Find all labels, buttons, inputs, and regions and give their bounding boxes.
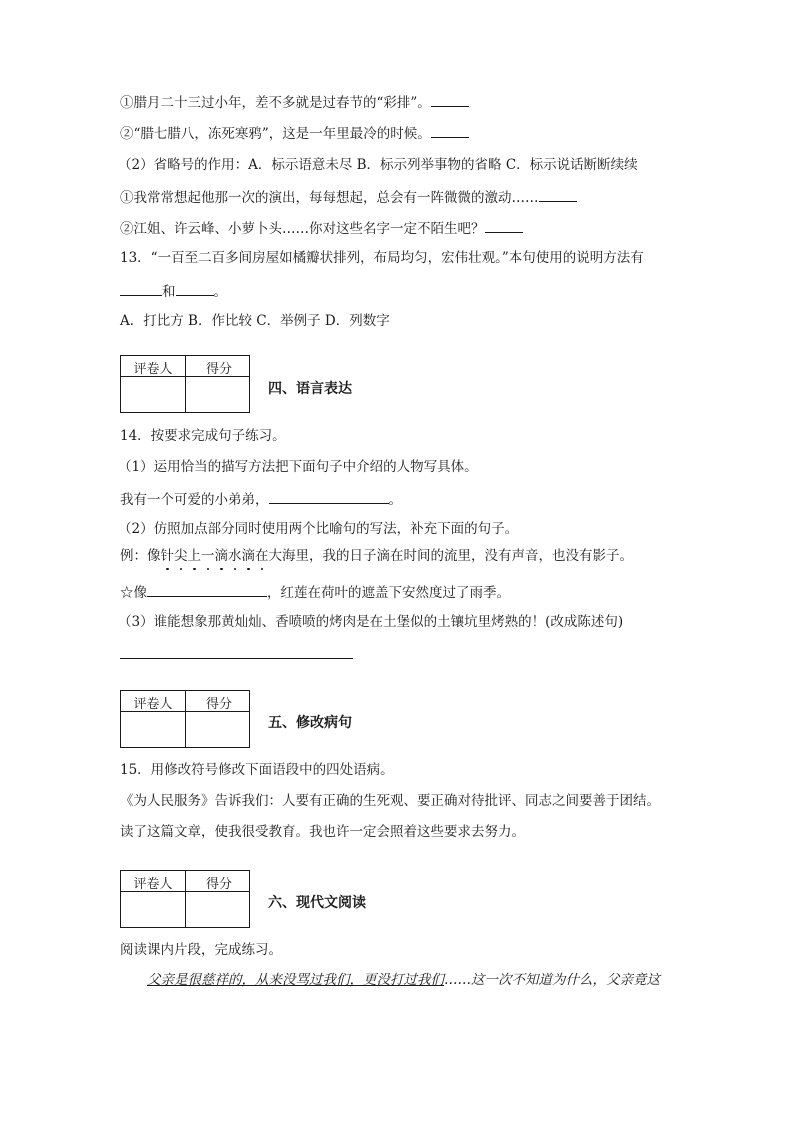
q13-end-text: 。: [213, 284, 227, 300]
q12-item-1-blank[interactable]: [431, 92, 469, 107]
example-dotted-text: 针尖上一滴水滴在: [160, 548, 269, 564]
star-post: ，红莲在荷叶的遮盖下安然度过了雨季。: [267, 585, 510, 601]
q13-text: 13．“一百至二百多间房屋如橘瓣状排列，布局均匀，宏伟壮观。”本句使用的说明方法有: [120, 250, 644, 266]
q13-and-text: 和: [162, 284, 176, 300]
q14-part1: （1）运用恰当的描写方法把下面句子中介绍的人物写具体。: [118, 459, 478, 475]
score-table-5: [120, 690, 250, 748]
score-label: 得分: [205, 697, 232, 712]
q14-part2: （2）仿照加点部分同时使用两个比喻句的写法，补充下面的句子。: [118, 521, 519, 537]
q13-blank-2[interactable]: [176, 281, 214, 296]
passage-rest: ……这一次不知道为什么，父亲竟这: [444, 972, 660, 988]
q12-item-3-text: ①我常常想起他那一次的演出，每每想起，总会有一阵微微的激动……: [120, 190, 539, 206]
reviewer-label: 评卷人: [133, 877, 173, 892]
example-post: 大海里，我的日子滴在时间的流里，没有声音，也没有影子。: [268, 548, 633, 564]
q15-title: 15．用修改符号修改下面语段中的四处语病。: [120, 762, 394, 778]
example-dotted-phrase: [161, 547, 269, 565]
q12-item-4: [120, 218, 523, 238]
score-table-6: [120, 870, 250, 928]
section-5-title: 五、修改病句: [268, 715, 352, 731]
section-4-title: 四、语言表达: [268, 381, 352, 397]
q12-item-1: [120, 92, 469, 112]
q14-part3: （3）谁能想象那黄灿灿、香喷喷的烤肉是在土堡似的土镶坑里烤熟的！(改成陈述句): [118, 614, 624, 630]
q12-item-3-blank[interactable]: [539, 187, 577, 202]
q12-item-2: [120, 123, 469, 143]
passage-underlined: 父亲是很慈祥的，从来没骂过我们，更没打过我们: [147, 972, 444, 988]
score-table-divider: [185, 871, 186, 927]
sentence-1-blank[interactable]: [269, 489, 389, 504]
q14-star-sentence: [120, 582, 510, 602]
q15-line-2: 读了这篇文章，使我很受教育。我也许一定会照着这些要求去努力。: [120, 824, 525, 840]
q15-line-1: 《为人民服务》告诉我们：人要有正确的生死观、要正确对待批评、同志之间要善于团结。: [120, 793, 660, 809]
q12-item-4-text: ②江姐、许云峰、小萝卜头……你对这些名字一定不陌生吧？: [120, 221, 485, 237]
reviewer-label: 评卷人: [133, 362, 173, 377]
star-pre: ☆像: [120, 585, 147, 601]
q12-item-1-text: ①腊月二十三过小年，差不多就是过春节的“彩排”。: [120, 95, 431, 111]
q14-example: [120, 547, 633, 565]
q13-blank-1[interactable]: [120, 281, 162, 296]
emphasis-dots: [161, 568, 269, 571]
sentence-1-post: 。: [388, 492, 402, 508]
q14-sentence-1: [120, 489, 402, 509]
reviewer-label: 评卷人: [133, 697, 173, 712]
q13-blanks: [120, 281, 227, 301]
sentence-1-pre: 我有一个可爱的小弟弟，: [120, 492, 269, 508]
score-label: 得分: [205, 362, 232, 377]
score-label: 得分: [205, 877, 232, 892]
q14-title: 14．按要求完成句子练习。: [120, 428, 286, 444]
score-table-divider: [185, 691, 186, 747]
q12-item-2-blank[interactable]: [431, 123, 469, 138]
q14-answer-line[interactable]: [120, 658, 353, 659]
example-pre: 例：像: [120, 548, 161, 564]
reading-passage: [147, 971, 660, 989]
q12-item-3: [120, 187, 577, 207]
score-table-4: [120, 355, 250, 413]
star-blank[interactable]: [147, 582, 267, 597]
q12-item-2-text: ②“腊七腊八，冻死寒鸦”，这是一年里最冷的时候。: [120, 126, 431, 142]
q12-part2-title: （2）省略号的作用：A．标示语意未尽 B．标示列举事物的省略 C．标示说话断断续续: [118, 157, 638, 173]
score-table-divider: [185, 356, 186, 412]
q12-item-4-blank[interactable]: [485, 218, 523, 233]
q13-options: A．打比方 B．作比较 C．举例子 D．列数字: [120, 313, 390, 329]
section-6-intro: 阅读课内片段，完成练习。: [120, 942, 282, 958]
section-6-title: 六、现代文阅读: [268, 895, 366, 911]
